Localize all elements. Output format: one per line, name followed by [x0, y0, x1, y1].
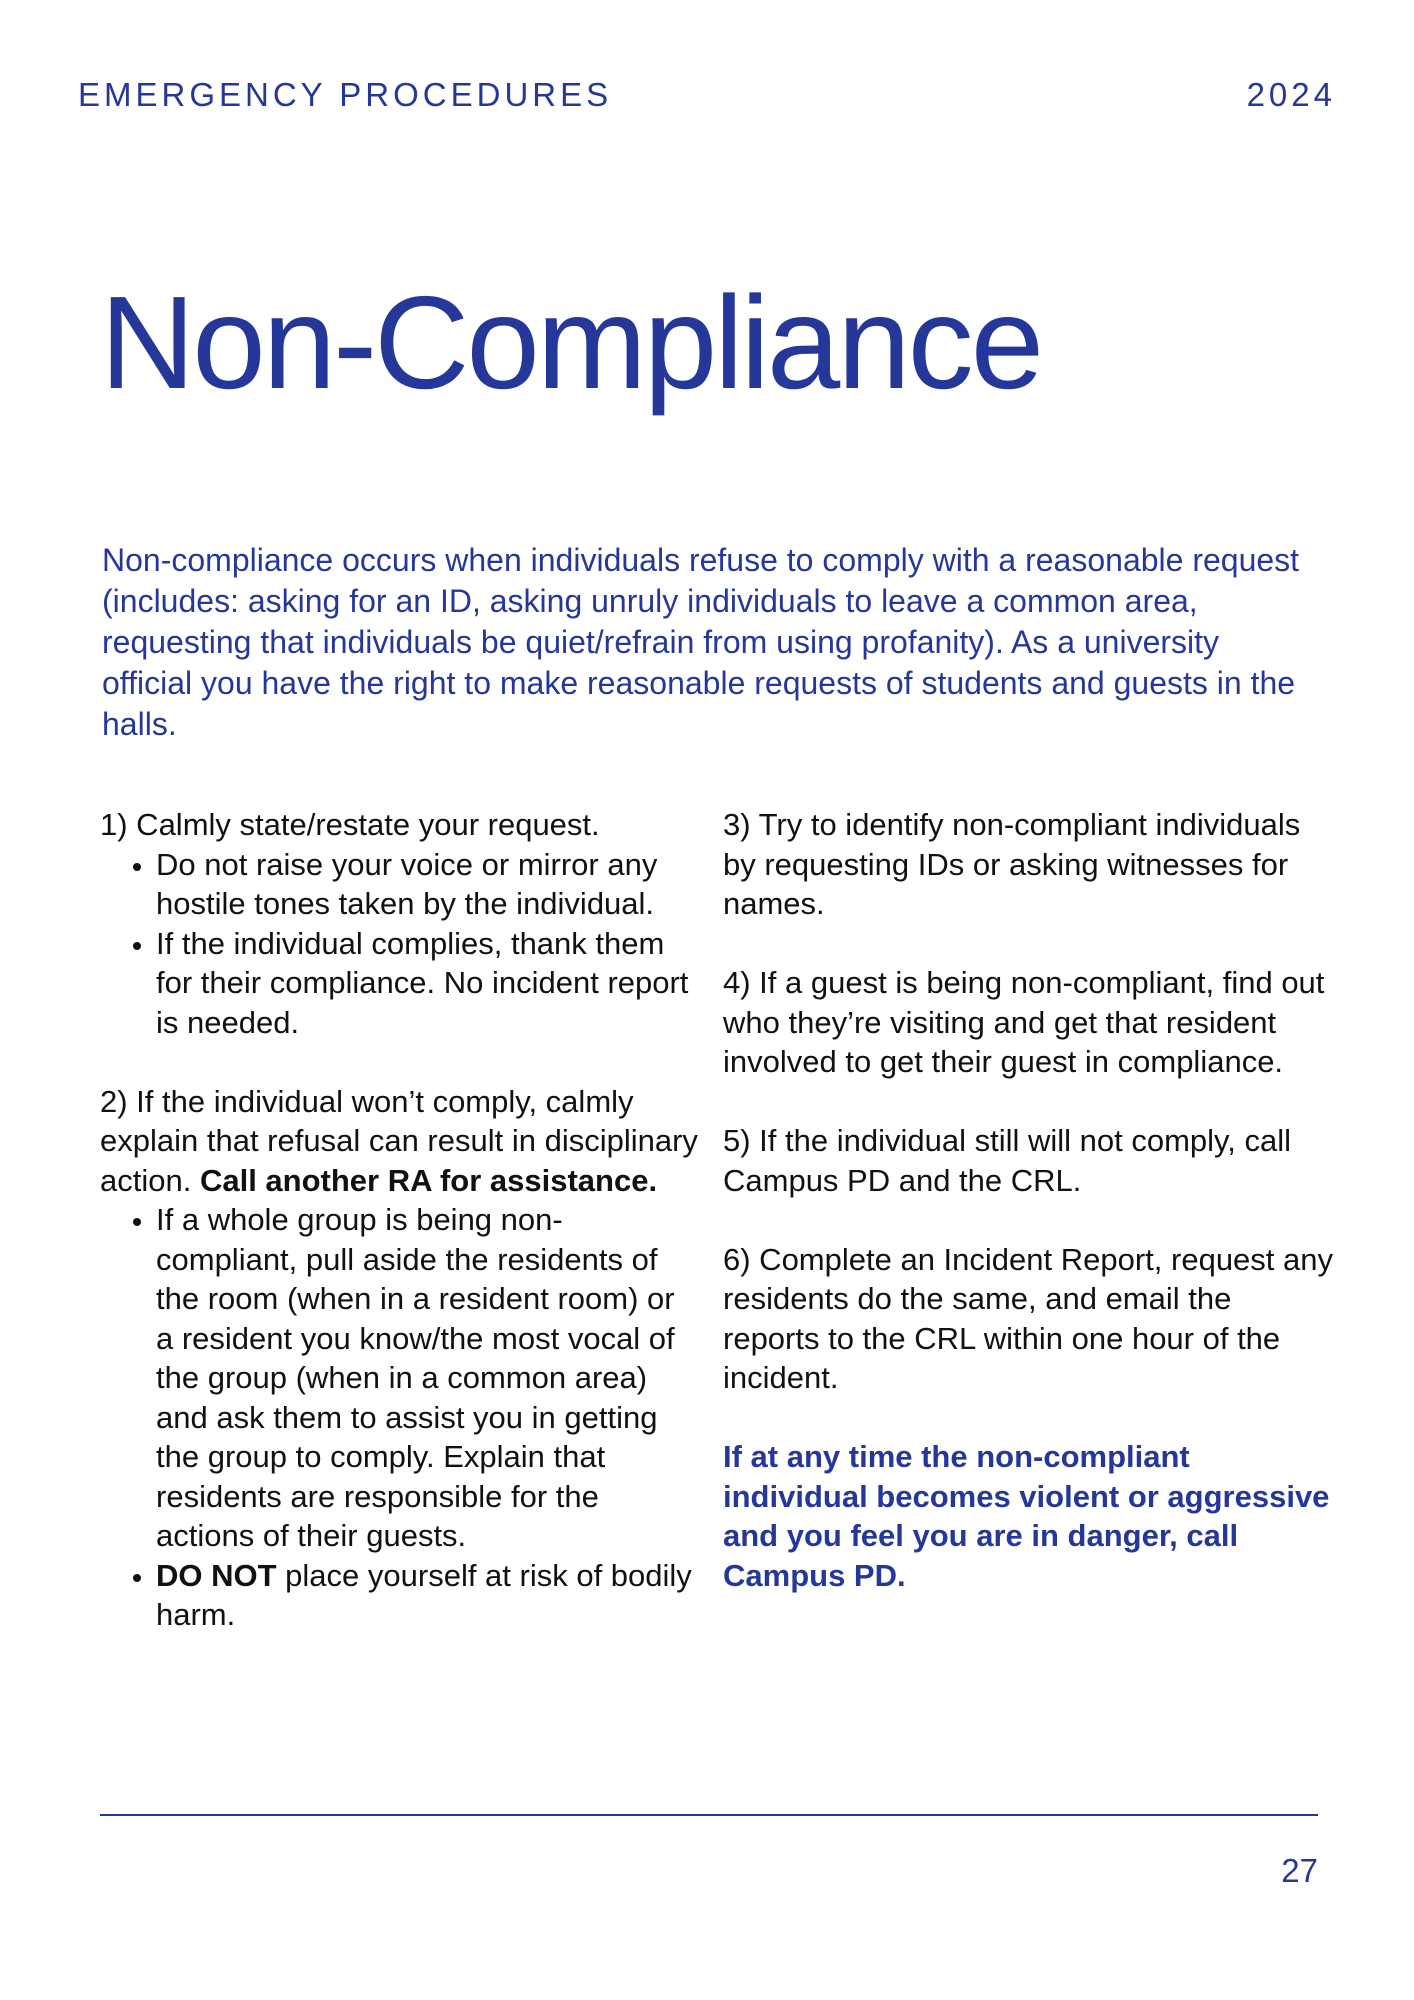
step-5-text: 5) If the individual still will not comply, call Campus PD and the CRL. — [723, 1123, 1291, 1198]
do-not-emphasis: DO NOT — [156, 1557, 277, 1593]
step-2-text — [100, 1082, 700, 1201]
step-2-bullet: • If a whole group is being non-compliant, pull aside the residents of the room (when in a resident room) or a resident you know/the most vocal of the group (when in a common area) and ask them to assist you in getting the group to comply. Explain that residents are responsible for the actions of their guests. — [156, 1200, 700, 1556]
right-column — [723, 805, 1333, 1635]
step-2-bold-text: Call another RA for assistance. — [199, 1162, 658, 1198]
step-1-bullet: • Do not raise your voice or mirror any hostile tones taken by the individual. — [156, 845, 700, 924]
step-1-bullet-list — [100, 845, 700, 1043]
step-3-text: 3) Try to identify non-compliant individuals by requesting IDs or asking witnesses for names. — [723, 807, 1301, 921]
step-1-bullet: • If the individual complies, thank them for their compliance. No incident report is needed. — [156, 924, 700, 1043]
step-6-text: 6) Complete an Incident Report, request any residents do the same, and email the reports to the CRL within one hour of the incident. — [723, 1241, 1334, 1395]
step-2-plain-text: 2) If the individual won’t comply, calmly explain that refusal can result in disciplinary action. — [100, 1083, 698, 1198]
step-2-bullet-list — [100, 1200, 700, 1635]
step-2-bullet-warning — [156, 1556, 700, 1635]
step-4-text: 4) If a guest is being non-compliant, find out who they’re visiting and get that resident involved to get their guest in compliance. — [723, 965, 1325, 1079]
left-column — [100, 805, 700, 1674]
step-2-bullet-rest: place yourself at risk of bodily harm. — [156, 1557, 692, 1632]
footer-divider — [100, 1814, 1318, 1816]
page-title: Non-Compliance — [100, 269, 1042, 416]
step-1-text: 1) Calmly state/restate your request. — [100, 807, 600, 842]
intro-paragraph: Non-compliance occurs when individuals refuse to comply with a reasonable request (includes: asking for an ID, asking unruly individuals to leave a common area, requesting that individuals be quiet/refrain from using profanity). As a university official you have the right to make reasonable requests of students and guests in the halls. — [102, 542, 1300, 742]
running-header-year: 2024 — [1246, 76, 1336, 113]
safety-warning: If at any time the non-compliant individual becomes violent or aggressive and you feel you are in danger, call Campus PD. — [723, 1439, 1330, 1593]
page-number: 27 — [1281, 1852, 1318, 1889]
running-header-section: EMERGENCY PROCEDURES — [78, 76, 613, 113]
